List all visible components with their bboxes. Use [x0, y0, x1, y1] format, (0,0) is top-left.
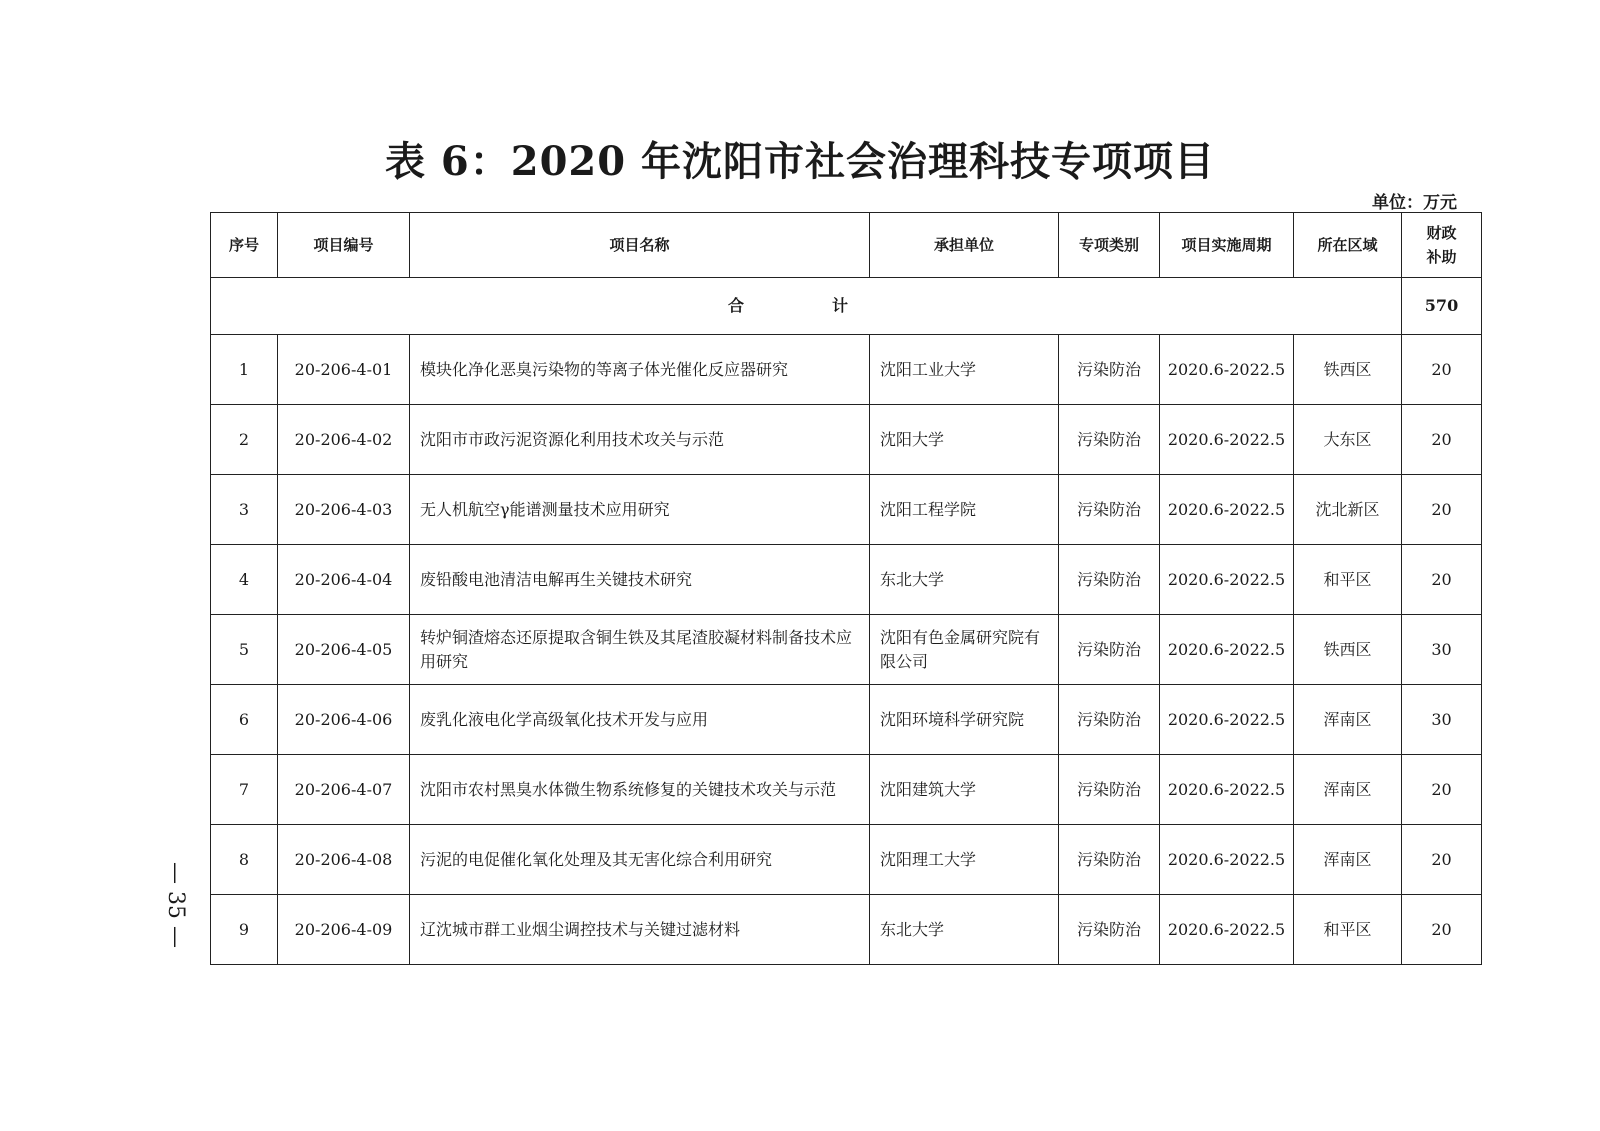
project-table [210, 212, 1482, 965]
header-period: 项目实施周期 [1160, 213, 1294, 278]
cell-funding: 20 [1402, 405, 1482, 475]
table-row [211, 895, 1482, 965]
cell-code: 20-206-4-09 [278, 895, 410, 965]
cell-code: 20-206-4-07 [278, 755, 410, 825]
cell-no: 1 [211, 335, 278, 405]
cell-funding: 20 [1402, 545, 1482, 615]
cell-district: 铁西区 [1294, 615, 1402, 685]
cell-name: 沈阳市农村黑臭水体微生物系统修复的关键技术攻关与示范 [410, 755, 870, 825]
cell-code: 20-206-4-08 [278, 825, 410, 895]
total-row [211, 278, 1482, 335]
header-name: 项目名称 [410, 213, 870, 278]
cell-category: 污染防治 [1059, 545, 1160, 615]
cell-unit: 沈阳理工大学 [870, 825, 1059, 895]
cell-no: 5 [211, 615, 278, 685]
cell-district: 和平区 [1294, 895, 1402, 965]
cell-name: 废乳化液电化学高级氧化技术开发与应用 [410, 685, 870, 755]
cell-category: 污染防治 [1059, 755, 1160, 825]
cell-category: 污染防治 [1059, 475, 1160, 545]
cell-unit: 沈阳环境科学研究院 [870, 685, 1059, 755]
cell-unit: 东北大学 [870, 545, 1059, 615]
cell-name: 污泥的电促催化氧化处理及其无害化综合利用研究 [410, 825, 870, 895]
cell-district: 铁西区 [1294, 335, 1402, 405]
cell-unit: 沈阳建筑大学 [870, 755, 1059, 825]
cell-category: 污染防治 [1059, 615, 1160, 685]
cell-no: 3 [211, 475, 278, 545]
cell-category: 污染防治 [1059, 895, 1160, 965]
cell-unit: 沈阳大学 [870, 405, 1059, 475]
cell-code: 20-206-4-04 [278, 545, 410, 615]
cell-funding: 20 [1402, 475, 1482, 545]
header-district: 所在区域 [1294, 213, 1402, 278]
cell-code: 20-206-4-06 [278, 685, 410, 755]
cell-unit: 沈阳工程学院 [870, 475, 1059, 545]
cell-funding: 20 [1402, 895, 1482, 965]
cell-funding: 20 [1402, 755, 1482, 825]
cell-name: 辽沈城市群工业烟尘调控技术与关键过滤材料 [410, 895, 870, 965]
header-row [211, 213, 1482, 278]
cell-period: 2020.6-2022.5 [1160, 335, 1294, 405]
cell-district: 沈北新区 [1294, 475, 1402, 545]
cell-district: 和平区 [1294, 545, 1402, 615]
table-row [211, 405, 1482, 475]
table-row [211, 825, 1482, 895]
table-row [211, 335, 1482, 405]
page-title: 表 6：2020 年沈阳市社会治理科技专项项目 [384, 138, 1215, 185]
page-number: — 35 — [163, 862, 189, 948]
total-label-text: 合 计 [727, 296, 884, 315]
cell-category: 污染防治 [1059, 405, 1160, 475]
cell-name: 模块化净化恶臭污染物的等离子体光催化反应器研究 [410, 335, 870, 405]
cell-no: 7 [211, 755, 278, 825]
header-code: 项目编号 [278, 213, 410, 278]
cell-district: 大东区 [1294, 405, 1402, 475]
cell-code: 20-206-4-02 [278, 405, 410, 475]
cell-category: 污染防治 [1059, 825, 1160, 895]
cell-name: 沈阳市市政污泥资源化利用技术攻关与示范 [410, 405, 870, 475]
cell-unit: 东北大学 [870, 895, 1059, 965]
cell-district: 浑南区 [1294, 825, 1402, 895]
cell-no: 6 [211, 685, 278, 755]
cell-period: 2020.6-2022.5 [1160, 685, 1294, 755]
table-row [211, 545, 1482, 615]
cell-funding: 20 [1402, 825, 1482, 895]
cell-code: 20-206-4-01 [278, 335, 410, 405]
table-row [211, 685, 1482, 755]
cell-period: 2020.6-2022.5 [1160, 895, 1294, 965]
unit-label: 单位：万元 [1372, 193, 1457, 213]
cell-name: 转炉铜渣熔态还原提取含铜生铁及其尾渣胶凝材料制备技术应用研究 [410, 615, 870, 685]
header-category: 专项类别 [1059, 213, 1160, 278]
cell-code: 20-206-4-05 [278, 615, 410, 685]
cell-period: 2020.6-2022.5 [1160, 615, 1294, 685]
cell-name: 无人机航空γ能谱测量技术应用研究 [410, 475, 870, 545]
cell-period: 2020.6-2022.5 [1160, 405, 1294, 475]
cell-unit: 沈阳有色金属研究院有限公司 [870, 615, 1059, 685]
cell-code: 20-206-4-03 [278, 475, 410, 545]
table-row [211, 615, 1482, 685]
table-row [211, 475, 1482, 545]
cell-period: 2020.6-2022.5 [1160, 825, 1294, 895]
cell-funding: 20 [1402, 335, 1482, 405]
total-label [211, 278, 1402, 335]
table-row [211, 755, 1482, 825]
header-no: 序号 [211, 213, 278, 278]
cell-district: 浑南区 [1294, 685, 1402, 755]
cell-no: 4 [211, 545, 278, 615]
cell-no: 8 [211, 825, 278, 895]
cell-district: 浑南区 [1294, 755, 1402, 825]
cell-no: 2 [211, 405, 278, 475]
cell-unit: 沈阳工业大学 [870, 335, 1059, 405]
cell-no: 9 [211, 895, 278, 965]
cell-category: 污染防治 [1059, 335, 1160, 405]
cell-period: 2020.6-2022.5 [1160, 475, 1294, 545]
cell-funding: 30 [1402, 615, 1482, 685]
cell-category: 污染防治 [1059, 685, 1160, 755]
cell-funding: 30 [1402, 685, 1482, 755]
cell-period: 2020.6-2022.5 [1160, 545, 1294, 615]
cell-period: 2020.6-2022.5 [1160, 755, 1294, 825]
cell-name: 废铅酸电池清洁电解再生关键技术研究 [410, 545, 870, 615]
total-value: 570 [1402, 278, 1482, 335]
header-unit: 承担单位 [870, 213, 1059, 278]
header-funding: 财政 补助 [1402, 213, 1482, 278]
